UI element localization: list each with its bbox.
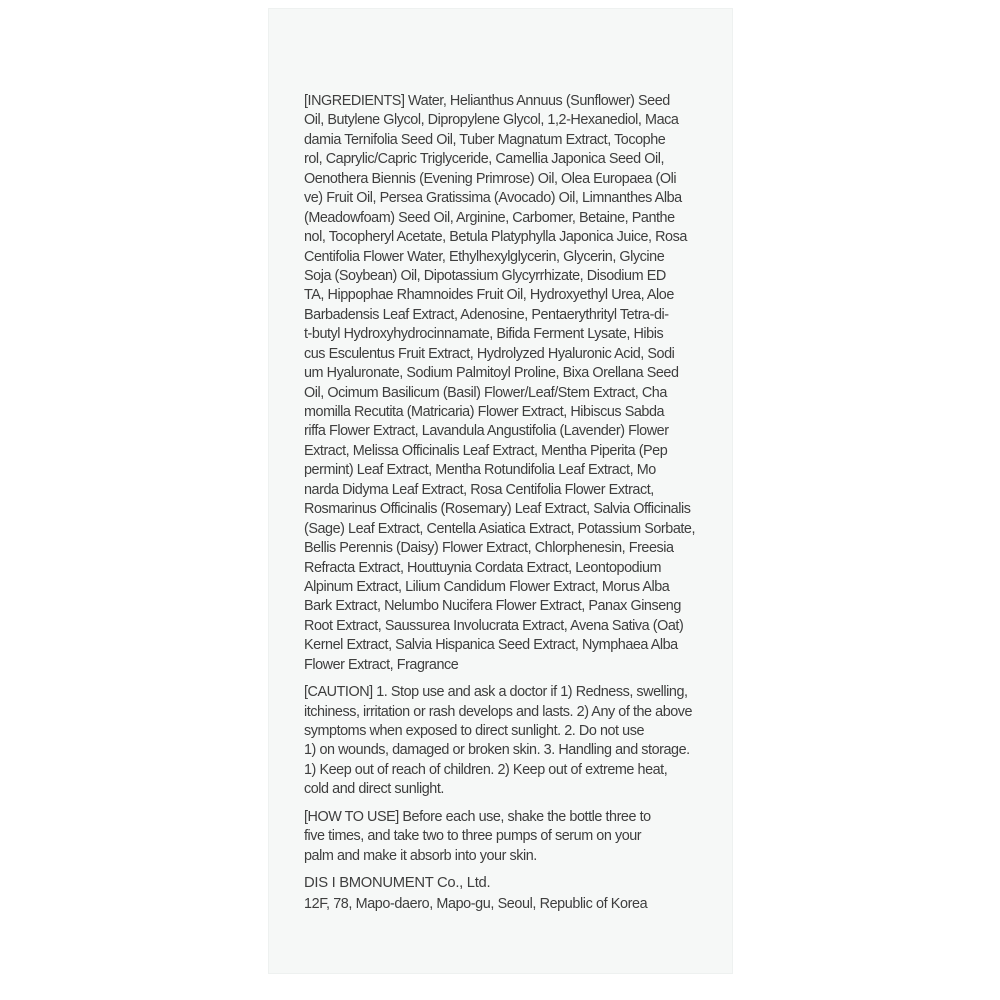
ingredients-line: Rosmarinus Officinalis (Rosemary) Leaf Extract, Salvia Officinalis (304, 501, 691, 518)
company-info (304, 874, 704, 916)
ingredients-line: (Meadowfoam) Seed Oil, Arginine, Carbomer, Betaine, Panthe (304, 209, 675, 226)
ingredients-line: t-butyl Hydroxyhydrocinnamate, Bifida Ferment Lysate, Hibis (304, 326, 664, 343)
ingredients-line: Bark Extract, Nelumbo Nucifera Flower Extract, Panax Ginseng (304, 598, 681, 615)
ingredients-line: Flower Extract, Fragrance (304, 656, 459, 673)
ingredients-line: damia Ternifolia Seed Oil, Tuber Magnatum Extract, Tocophe (304, 131, 666, 148)
ingredients-line: riffa Flower Extract, Lavandula Angustifolia (Lavender) Flower (304, 423, 669, 440)
caution-line: 1) on wounds, damaged or broken skin. 3. Handling and storage. (304, 742, 690, 759)
label-text-block (304, 92, 704, 916)
ingredients-line: Oenothera Biennis (Evening Primrose) Oil, Olea Europaea (Oli (304, 170, 677, 187)
caution-line: 1) Keep out of reach of children. 2) Keep out of extreme heat, (304, 761, 668, 778)
ingredients-line: Oil, Butylene Glycol, Dipropylene Glycol, 1,2-Hexanediol, Maca (304, 112, 679, 129)
ingredients-line: narda Didyma Leaf Extract, Rosa Centifolia Flower Extract, (304, 481, 654, 498)
ingredients-line: Extract, Melissa Officinalis Leaf Extract, Mentha Piperita (Pep (304, 442, 668, 459)
ingredients-line: Soja (Soybean) Oil, Dipotassium Glycyrrhizate, Disodium ED (304, 267, 666, 284)
ingredients-line: Alpinum Extract, Lilium Candidum Flower Extract, Morus Alba (304, 578, 670, 595)
ingredients-line: cus Esculentus Fruit Extract, Hydrolyzed Hyaluronic Acid, Sodi (304, 345, 675, 362)
ingredients-line: ve) Fruit Oil, Persea Gratissima (Avocado) Oil, Limnanthes Alba (304, 190, 682, 207)
ingredients-line: momilla Recutita (Matricaria) Flower Extract, Hibiscus Sabda (304, 404, 665, 420)
ingredients-section (304, 92, 704, 675)
company-address: 12F, 78, Mapo-daero, Mapo-gu, Seoul, Republic of Korea (304, 896, 648, 913)
ingredients-line: Barbadensis Leaf Extract, Adenosine, Pentaerythrityl Tetra-di- (304, 306, 669, 323)
ingredients-line: (Sage) Leaf Extract, Centella Asiatica Extract, Potassium Sorbate, (304, 520, 696, 537)
ingredients-line: permint) Leaf Extract, Mentha Rotundifolia Leaf Extract, Mo (304, 462, 656, 479)
caution-line: itchiness, irritation or rash develops and lasts. 2) Any of the above (304, 703, 693, 720)
ingredients-line: Bellis Perennis (Daisy) Flower Extract, Chlorphenesin, Freesia (304, 540, 674, 557)
ingredients-line: TA, Hippophae Rhamnoides Fruit Oil, Hydroxyethyl Urea, Aloe (304, 287, 674, 304)
ingredients-line: um Hyaluronate, Sodium Palmitoyl Proline, Bixa Orellana Seed (304, 365, 679, 382)
company-name: DIS I BMONUMENT Co., Ltd. (304, 875, 491, 892)
caution-line: [CAUTION] 1. Stop use and ask a doctor if 1) Redness, swelling, (304, 684, 688, 701)
ingredients-line: Oil, Ocimum Basilicum (Basil) Flower/Leaf/Stem Extract, Cha (304, 384, 667, 401)
how-to-use-line: five times, and take two to three pumps of serum on your (304, 828, 642, 845)
ingredients-line: nol, Tocopheryl Acetate, Betula Platyphylla Japonica Juice, Rosa (304, 229, 687, 246)
ingredients-line: Refracta Extract, Houttuynia Cordata Extract, Leontopodium (304, 559, 662, 576)
how-to-use-section (304, 808, 704, 866)
caution-section (304, 683, 704, 800)
ingredients-line: [INGREDIENTS] Water, Helianthus Annuus (Sunflower) Seed (304, 93, 670, 109)
how-to-use-line: palm and make it absorb into your skin. (304, 847, 537, 864)
caution-line: symptoms when exposed to direct sunlight. 2. Do not use (304, 723, 645, 739)
how-to-use-line: [HOW TO USE] Before each use, shake the bottle three to (304, 808, 651, 825)
ingredients-line: Centifolia Flower Water, Ethylhexylglycerin, Glycerin, Glycine (304, 248, 665, 265)
ingredients-line: rol, Caprylic/Capric Triglyceride, Camellia Japonica Seed Oil, (304, 151, 664, 168)
ingredients-line: Root Extract, Saussurea Involucrata Extract, Avena Sativa (Oat) (304, 617, 684, 634)
ingredients-line: Kernel Extract, Salvia Hispanica Seed Extract, Nymphaea Alba (304, 637, 678, 654)
caution-line: cold and direct sunlight. (304, 781, 444, 798)
